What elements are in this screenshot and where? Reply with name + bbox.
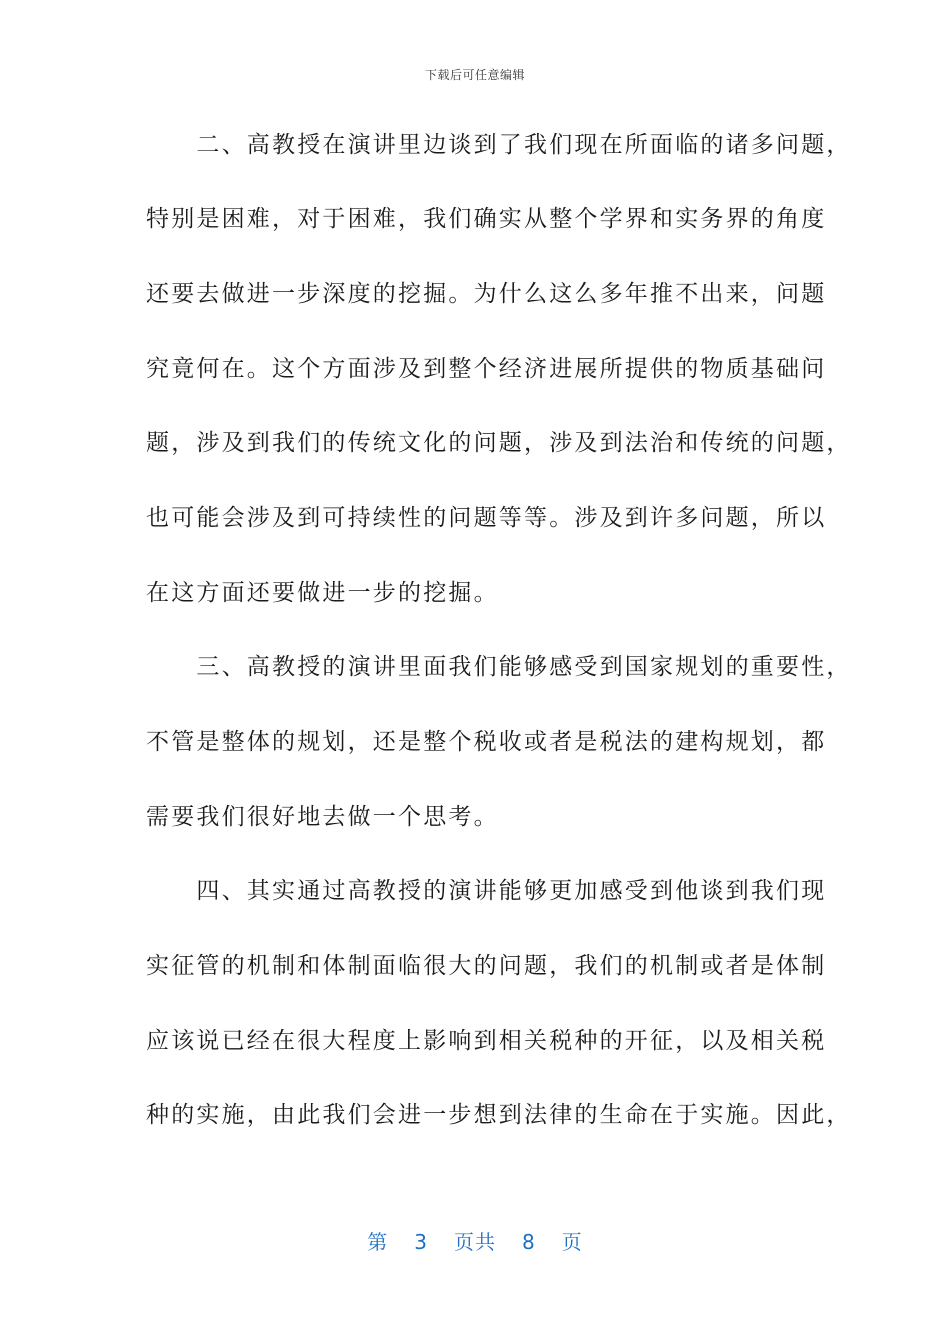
text-line: 四、其实通过高教授的演讲能够更加感受到他谈到我们现: [146, 878, 827, 904]
text-line: 题，涉及到我们的传统文化的问题，涉及到法治和传统的问题，: [146, 430, 852, 456]
text-line: 究竟何在。这个方面涉及到整个经济进展所提供的物质基础问: [146, 356, 827, 382]
text-line: 不管是整体的规划，还是整个税收或者是税法的建构规划，都: [146, 729, 827, 755]
page-middle: 页共: [454, 1230, 496, 1254]
page-total: 8: [522, 1230, 536, 1254]
text-line: 还要去做进一步深度的挖掘。为什么这么多年推不出来，问题: [146, 281, 827, 307]
text-line: 在这方面还要做进一步的挖掘。: [146, 580, 499, 606]
page-number: 3: [414, 1230, 428, 1254]
text-line: 需要我们很好地去做一个思考。: [146, 804, 499, 830]
text-line: 种的实施，由此我们会进一步想到法律的生命在于实施。因此，: [146, 1102, 852, 1128]
text-line: 三、高教授的演讲里面我们能够感受到国家规划的重要性，: [146, 654, 852, 680]
text-line: 也可能会涉及到可持续性的问题等等。涉及到许多问题，所以: [146, 505, 827, 531]
text-line: 实征管的机制和体制面临很大的问题，我们的机制或者是体制: [146, 953, 827, 979]
page-prefix: 第: [367, 1230, 389, 1254]
page-suffix: 页: [561, 1230, 583, 1254]
text-line: 二、高教授在演讲里边谈到了我们现在所面临的诸多问题，: [146, 132, 852, 158]
text-line: 应该说已经在很大程度上影响到相关税种的开征，以及相关税: [146, 1028, 827, 1054]
page-header: 下载后可任意编辑: [424, 68, 525, 82]
text-line: 特别是困难，对于困难，我们确实从整个学界和实务界的角度: [146, 206, 827, 232]
page-footer: [0, 1226, 950, 1255]
